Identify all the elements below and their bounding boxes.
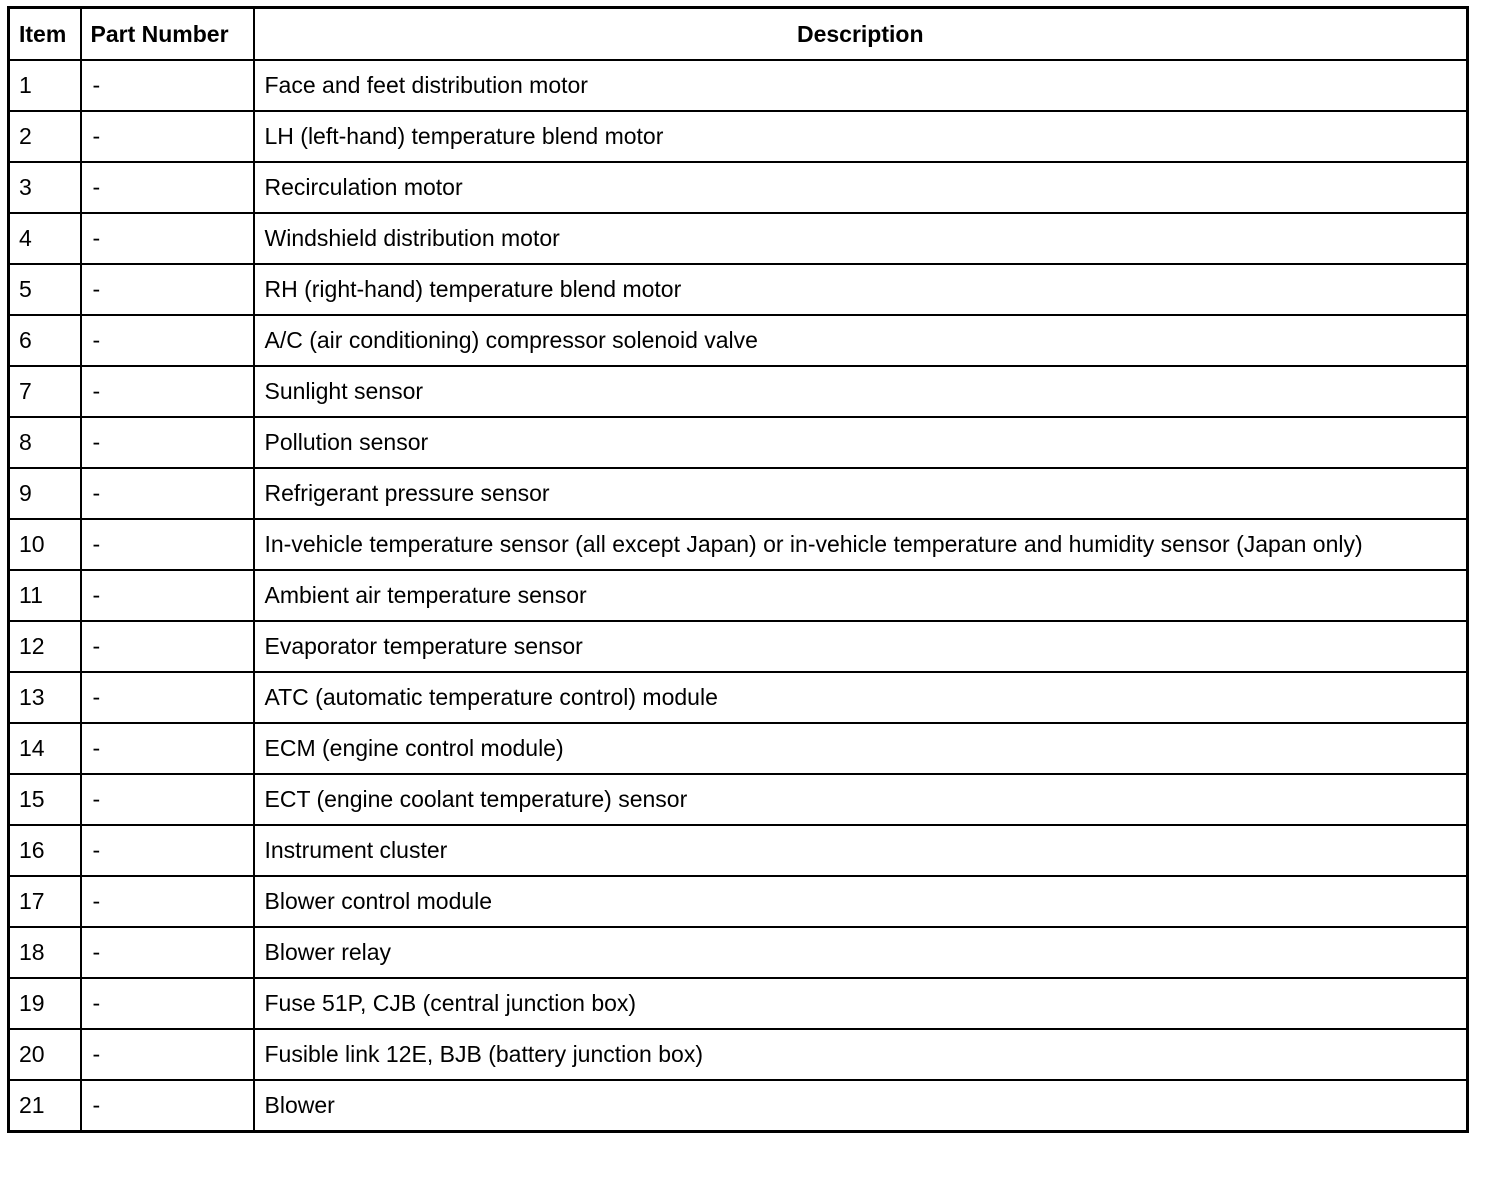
item-cell: 13 — [9, 672, 81, 723]
description-cell: Ambient air temperature sensor — [254, 570, 1468, 621]
table-row — [9, 876, 1468, 927]
table-row — [9, 111, 1468, 162]
item-cell: 15 — [9, 774, 81, 825]
table-row — [9, 1080, 1468, 1132]
table-row — [9, 978, 1468, 1029]
table-row — [9, 570, 1468, 621]
item-cell: 7 — [9, 366, 81, 417]
description-cell: Windshield distribution motor — [254, 213, 1468, 264]
item-cell: 19 — [9, 978, 81, 1029]
description-cell: Fuse 51P, CJB (central junction box) — [254, 978, 1468, 1029]
description-cell: Instrument cluster — [254, 825, 1468, 876]
part-number-cell: - — [81, 621, 254, 672]
item-cell: 18 — [9, 927, 81, 978]
description-cell: ECM (engine control module) — [254, 723, 1468, 774]
description-cell: Blower control module — [254, 876, 1468, 927]
table-row — [9, 723, 1468, 774]
part-number-cell: - — [81, 162, 254, 213]
table-row — [9, 264, 1468, 315]
description-cell: RH (right-hand) temperature blend motor — [254, 264, 1468, 315]
item-cell: 3 — [9, 162, 81, 213]
part-number-cell: - — [81, 417, 254, 468]
table-row — [9, 774, 1468, 825]
item-cell: 6 — [9, 315, 81, 366]
part-number-cell: - — [81, 774, 254, 825]
part-number-cell: - — [81, 60, 254, 111]
table-row — [9, 927, 1468, 978]
description-cell: Face and feet distribution motor — [254, 60, 1468, 111]
part-number-cell: - — [81, 723, 254, 774]
part-number-cell: - — [81, 825, 254, 876]
table-row — [9, 213, 1468, 264]
table-row — [9, 825, 1468, 876]
description-cell: ATC (automatic temperature control) module — [254, 672, 1468, 723]
table-row — [9, 672, 1468, 723]
item-cell: 10 — [9, 519, 81, 570]
part-number-cell: - — [81, 927, 254, 978]
item-cell: 2 — [9, 111, 81, 162]
part-number-cell: - — [81, 468, 254, 519]
item-cell: 16 — [9, 825, 81, 876]
header-item: Item — [9, 8, 81, 61]
part-number-cell: - — [81, 213, 254, 264]
table-row — [9, 162, 1468, 213]
item-cell: 11 — [9, 570, 81, 621]
item-cell: 17 — [9, 876, 81, 927]
item-cell: 12 — [9, 621, 81, 672]
table-row — [9, 621, 1468, 672]
table-header-row — [9, 8, 1468, 61]
part-number-cell: - — [81, 315, 254, 366]
table-row — [9, 60, 1468, 111]
description-cell: Evaporator temperature sensor — [254, 621, 1468, 672]
description-cell: Recirculation motor — [254, 162, 1468, 213]
item-cell: 4 — [9, 213, 81, 264]
item-cell: 20 — [9, 1029, 81, 1080]
table-row — [9, 1029, 1468, 1080]
description-cell: LH (left-hand) temperature blend motor — [254, 111, 1468, 162]
description-cell: Pollution sensor — [254, 417, 1468, 468]
description-cell: Sunlight sensor — [254, 366, 1468, 417]
part-number-cell: - — [81, 264, 254, 315]
header-description: Description — [254, 8, 1468, 61]
table-row — [9, 315, 1468, 366]
part-number-cell: - — [81, 111, 254, 162]
description-cell: Fusible link 12E, BJB (battery junction box) — [254, 1029, 1468, 1080]
parts-table — [7, 6, 1469, 1133]
item-cell: 1 — [9, 60, 81, 111]
header-part-number: Part Number — [81, 8, 254, 61]
part-number-cell: - — [81, 978, 254, 1029]
table-row — [9, 366, 1468, 417]
part-number-cell: - — [81, 1029, 254, 1080]
part-number-cell: - — [81, 519, 254, 570]
item-cell: 5 — [9, 264, 81, 315]
item-cell: 9 — [9, 468, 81, 519]
item-cell: 8 — [9, 417, 81, 468]
part-number-cell: - — [81, 1080, 254, 1132]
table-body — [9, 60, 1468, 1132]
part-number-cell: - — [81, 570, 254, 621]
description-cell: ECT (engine coolant temperature) sensor — [254, 774, 1468, 825]
item-cell: 21 — [9, 1080, 81, 1132]
description-cell: Refrigerant pressure sensor — [254, 468, 1468, 519]
description-cell: A/C (air conditioning) compressor solenoid valve — [254, 315, 1468, 366]
description-cell: Blower relay — [254, 927, 1468, 978]
part-number-cell: - — [81, 366, 254, 417]
description-cell: In-vehicle temperature sensor (all except Japan) or in-vehicle temperature and humidity sensor (Japan only) — [254, 519, 1468, 570]
description-cell: Blower — [254, 1080, 1468, 1132]
table-row — [9, 519, 1468, 570]
part-number-cell: - — [81, 876, 254, 927]
table-row — [9, 417, 1468, 468]
table-row — [9, 468, 1468, 519]
item-cell: 14 — [9, 723, 81, 774]
part-number-cell: - — [81, 672, 254, 723]
